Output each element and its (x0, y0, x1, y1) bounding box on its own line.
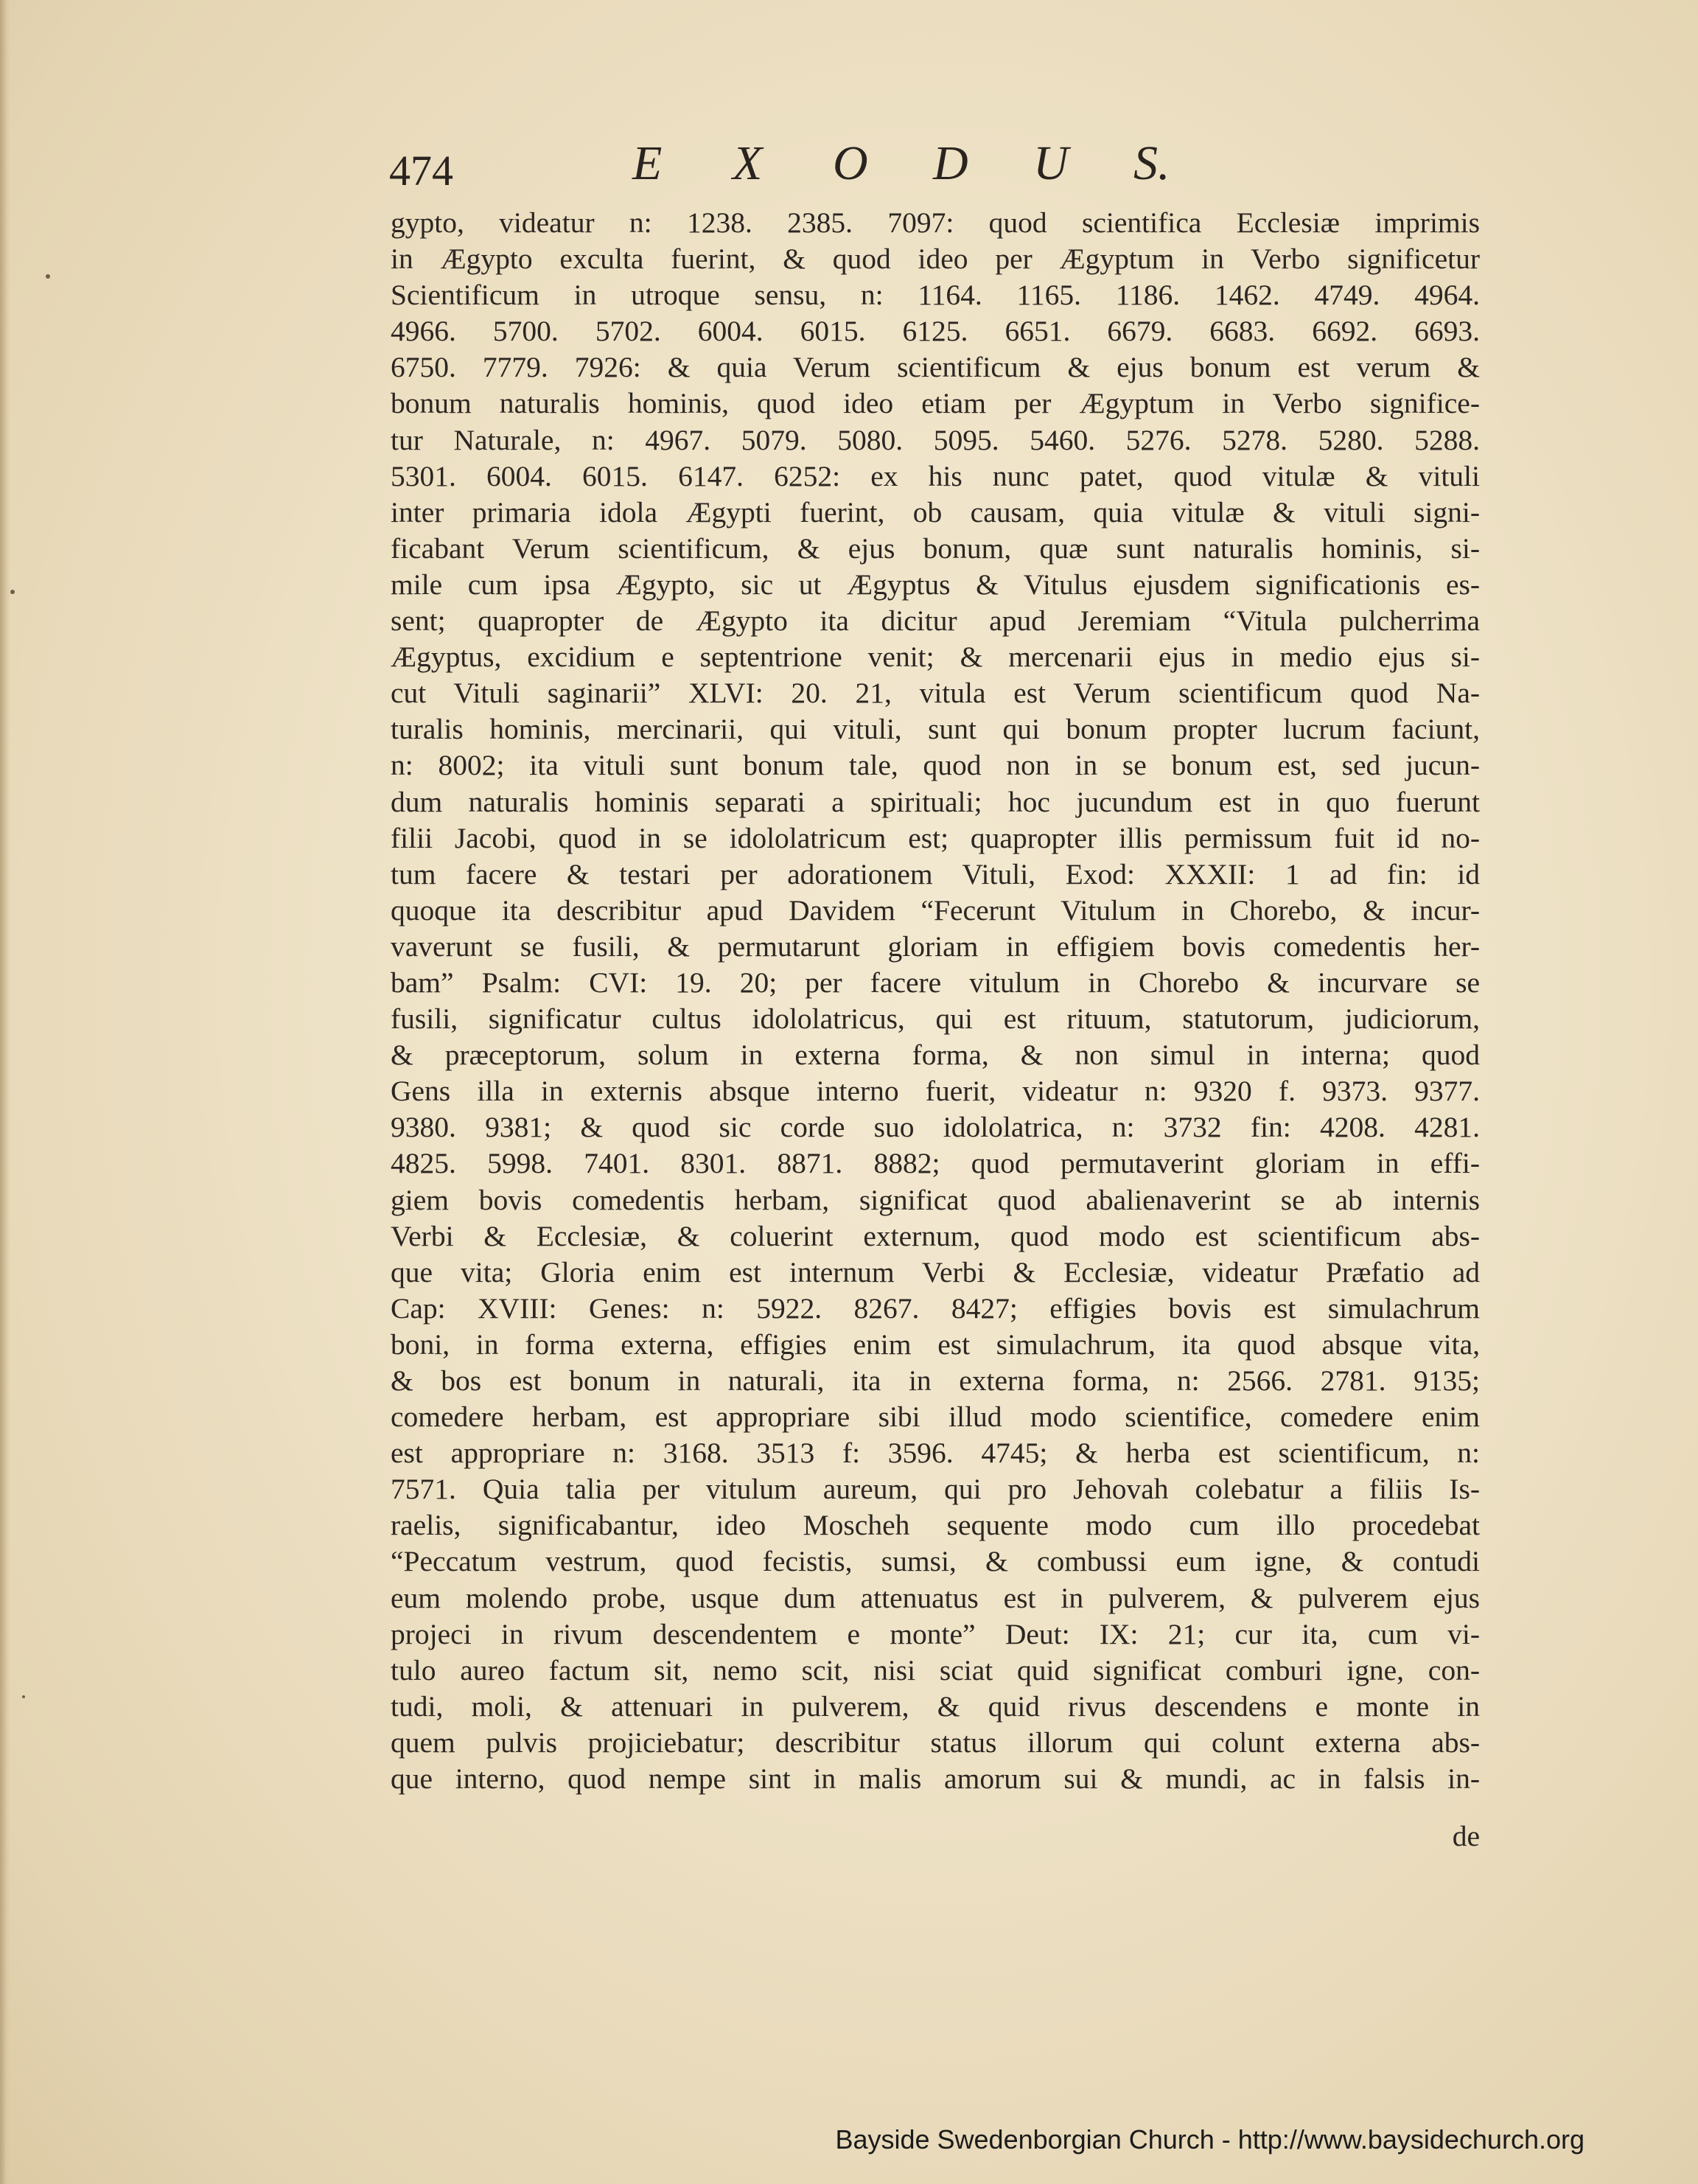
text-line: bonum naturalis hominis, quod ideo etiam per Ægyptum in Verbo significe- (391, 387, 1480, 420)
running-title-letter: D (933, 136, 968, 190)
text-line: raelis, significabantur, ideo Moscheh sequente modo cum illo procedebat (391, 1509, 1480, 1542)
paper-speck (10, 590, 15, 594)
text-line: tur Naturale, n: 4967. 5079. 5080. 5095. 5460. 5276. 5278. 5280. 5288. (391, 423, 1480, 456)
text-line: Gens illa in externis absque interno fuerit, videatur n: 9320 f. 9373. 9377. (391, 1075, 1480, 1108)
text-line: tum facere & testari per adorationem Vituli, Exod: XXXII: 1 ad fin: id (391, 857, 1480, 890)
text-line: tudi, moli, & attenuari in pulverem, & quid rivus descendens e monte in (391, 1689, 1480, 1723)
text-line: eum molendo probe, usque dum attenuatus est in pulverem, & pulverem ejus (391, 1581, 1480, 1614)
body-text (391, 205, 1480, 1797)
page-number: 474 (389, 147, 453, 195)
catchword: de (1452, 1820, 1480, 1852)
text-line: Scientificum in utroque sensu, n: 1164. 1165. 1186. 1462. 4749. 4964. (391, 279, 1480, 312)
paper-speck (46, 274, 50, 279)
text-line: tulo aureo factum sit, nemo scit, nisi sciat quid significat comburi igne, con- (391, 1653, 1480, 1686)
text-line: quoque ita describitur apud Davidem “Fecerunt Vitulum in Chorebo, & incur- (391, 893, 1480, 927)
text-line: 4825. 5998. 7401. 8301. 8871. 8882; quod permutaverint gloriam in effi- (391, 1147, 1480, 1180)
text-line: 5301. 6004. 6015. 6147. 6252: ex his nunc patet, quod vitulæ & vituli (391, 459, 1480, 492)
text-line: & bos est bonum in naturali, ita in externa forma, n: 2566. 2781. 9135; (391, 1364, 1480, 1397)
text-line: Verbi & Ecclesiæ, & coluerint externum, quod modo est scientificum abs- (391, 1219, 1480, 1252)
text-line: ficabant Verum scientificum, & ejus bonum, quæ sunt naturalis hominis, si- (391, 531, 1480, 565)
text-line: projeci in rivum descendentem e monte” Deut: IX: 21; cur ita, cum vi- (391, 1617, 1480, 1650)
text-line: turalis hominis, mercinarii, qui vituli, sunt qui bonum propter lucrum faciunt, (391, 713, 1480, 746)
text-line: cut Vituli saginarii” XLVI: 20. 21, vitula est Verum scientificum quod Na- (391, 677, 1480, 710)
text-line: 4966. 5700. 5702. 6004. 6015. 6125. 6651. 6679. 6683. 6692. 6693. (391, 315, 1480, 348)
text-line: que vita; Gloria enim est internum Verbi & Ecclesiæ, videatur Præfatio ad (391, 1255, 1480, 1288)
text-line: in Ægypto exculta fuerint, & quod ideo per Ægyptum in Verbo significetur (391, 243, 1480, 276)
running-title-letter: O (833, 136, 868, 190)
text-line: dum naturalis hominis separati a spirituali; hoc jucundum est in quo fuerunt (391, 785, 1480, 818)
text-line: que interno, quod nempe sint in malis amorum sui & mundi, ac in falsis in- (391, 1762, 1480, 1796)
text-line: quem pulvis projiciebatur; describitur status illorum qui colunt externa abs- (391, 1726, 1480, 1759)
text-line: 6750. 7779. 7926: & quia Verum scientificum & ejus bonum est verum & (391, 351, 1480, 384)
text-line: fusili, significatur cultus idololatricus, qui est rituum, statutorum, judiciorum, (391, 1002, 1480, 1036)
text-line: & præceptorum, solum in externa forma, & non simul in interna; quod (391, 1039, 1480, 1072)
page-header (389, 133, 1274, 199)
text-line: 7571. Quia talia per vitulum aureum, qui pro Jehovah colebatur a filiis Is- (391, 1473, 1480, 1506)
text-line: 9380. 9381; & quod sic corde suo idololatrica, n: 3732 fin: 4208. 4281. (391, 1111, 1480, 1144)
text-line: sent; quapropter de Ægypto ita dicitur apud Jeremiam “Vitula pulcherrima (391, 604, 1480, 638)
text-line: Ægyptus, excidium e septentrione venit; & mercenarii ejus in medio ejus si- (391, 641, 1480, 674)
text-line: mile cum ipsa Ægypto, sic ut Ægyptus & Vitulus ejusdem significationis es- (391, 568, 1480, 601)
paper-speck (22, 1695, 25, 1698)
text-line: est appropriare n: 3168. 3513 f: 3596. 4745; & herba est scientificum, n: (391, 1437, 1480, 1470)
text-line: boni, in forma externa, effigies enim est simulachrum, ita quod absque vita, (391, 1328, 1480, 1361)
text-line: “Peccatum vestrum, quod fecistis, sumsi, & combussi eum igne, & contudi (391, 1545, 1480, 1578)
page-binding-edge (0, 0, 10, 2184)
text-line: filii Jacobi, quod in se idololatricum est; quapropter illis permissum fuit id no- (391, 821, 1480, 854)
running-title-letter: S. (1133, 136, 1170, 190)
text-line: gypto, videatur n: 1238. 2385. 7097: quod scientifica Ecclesiæ imprimis (391, 206, 1480, 239)
text-line: bam” Psalm: CVI: 19. 20; per facere vitulum in Chorebo & incurvare se (391, 966, 1480, 999)
watermark-credit: Bayside Swedenborgian Church - http://www.baysidechurch.org (835, 2124, 1585, 2155)
text-line: vaverunt se fusili, & permutarunt gloriam in effigiem bovis comedentis her- (391, 929, 1480, 963)
text-line: inter primaria idola Ægypti fuerint, ob causam, quia vitulæ & vituli signi- (391, 495, 1480, 528)
running-title-letter: X (733, 136, 763, 190)
text-line: comedere herbam, est appropriare sibi illud modo scientifice, comedere enim (391, 1400, 1480, 1434)
running-title-letter: E (632, 136, 663, 190)
text-line: n: 8002; ita vituli sunt bonum tale, quod non in se bonum est, sed jucun- (391, 749, 1480, 782)
running-title (632, 136, 1234, 192)
running-title-letter: U (1033, 136, 1069, 190)
text-line: giem bovis comedentis herbam, significat quod abalienaverint se ab internis (391, 1183, 1480, 1216)
text-line: Cap: XVIII: Genes: n: 5922. 8267. 8427; effigies bovis est simulachrum (391, 1291, 1480, 1325)
